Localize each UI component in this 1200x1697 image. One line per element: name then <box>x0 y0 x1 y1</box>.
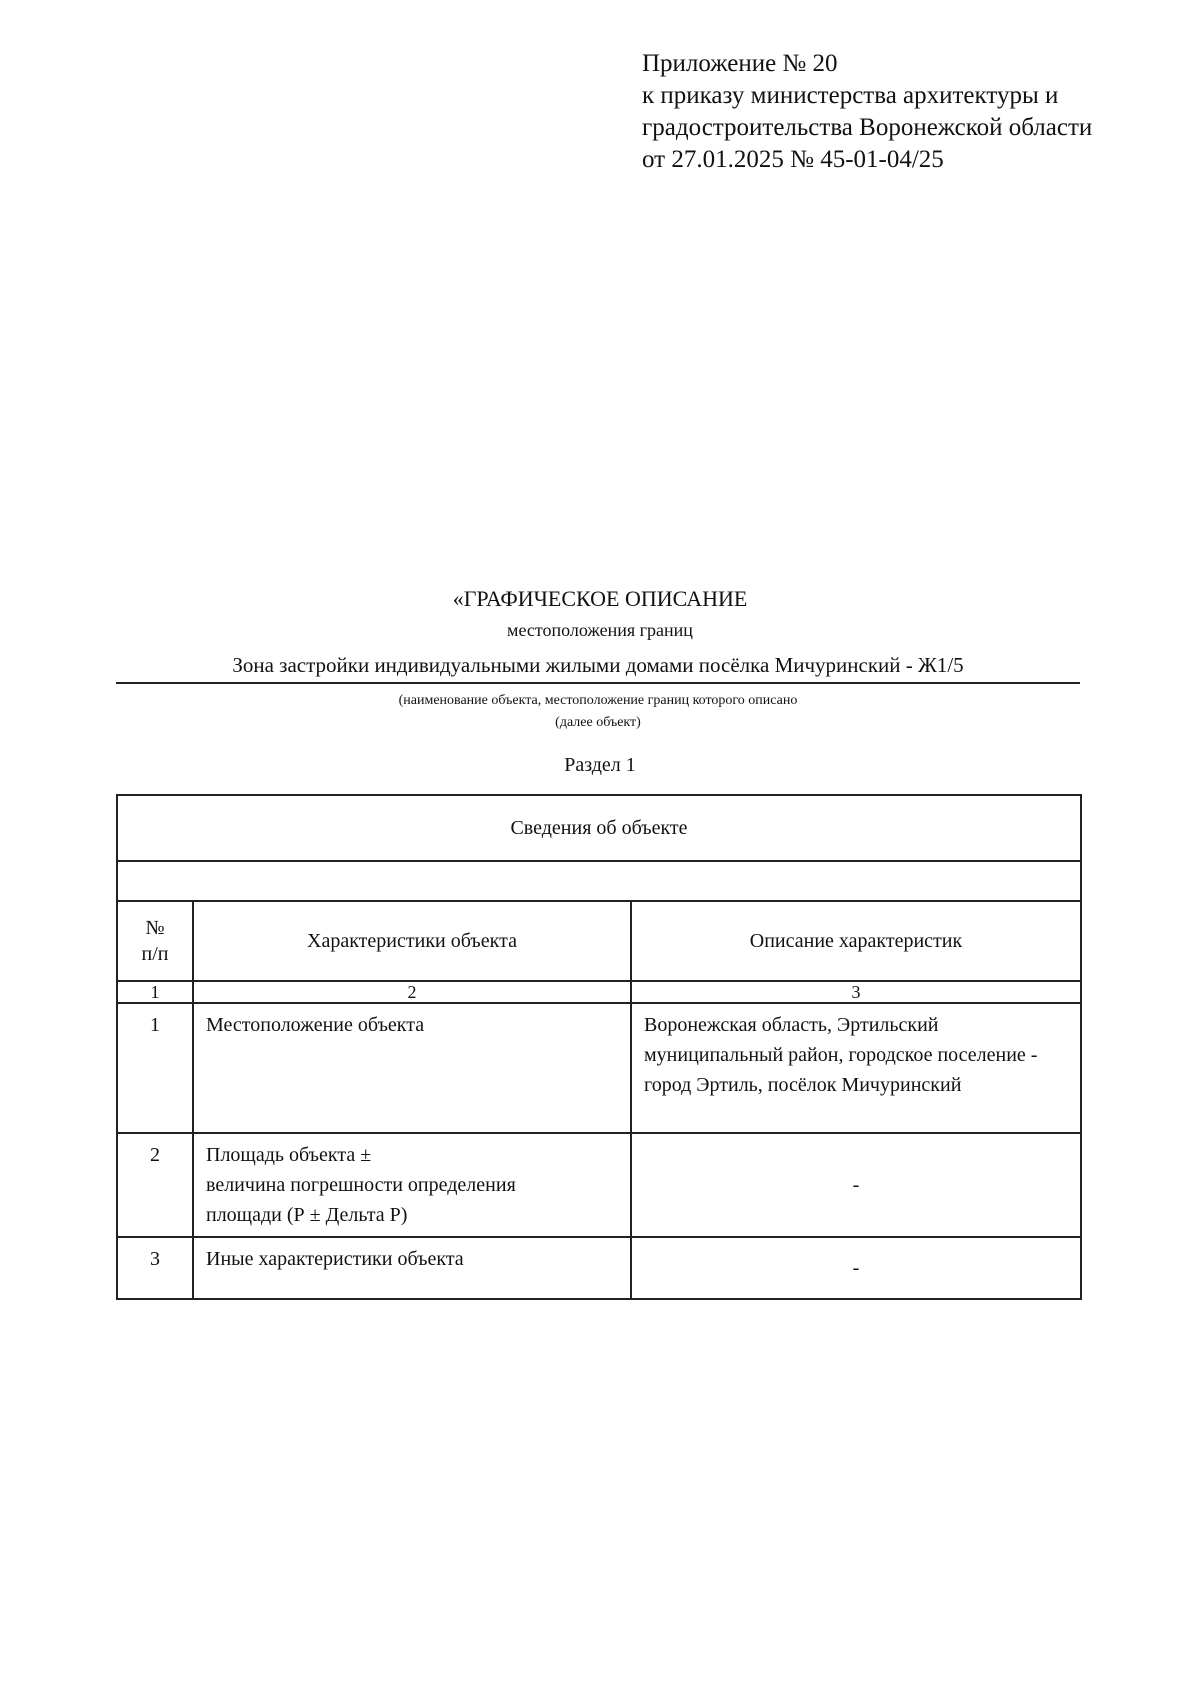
object-info-table <box>116 794 1082 1300</box>
appendix-line: Приложение № 20 <box>642 50 838 77</box>
table-row <box>117 1133 1081 1237</box>
column-number: 3 <box>631 981 1081 1003</box>
row-number: 3 <box>117 1237 193 1299</box>
table-column-headers <box>117 901 1081 981</box>
object-name-note <box>116 690 1080 734</box>
column-header-description: Описание характеристик <box>631 901 1081 981</box>
table-row <box>117 1237 1081 1299</box>
appendix-line: градостроительства Воронежской области <box>642 114 1093 141</box>
column-number: 2 <box>193 981 631 1003</box>
row-number: 2 <box>117 1133 193 1237</box>
column-header-number: № п/п <box>117 901 193 981</box>
object-note-line: (далее объект) <box>555 715 641 730</box>
row-number: 1 <box>117 1003 193 1133</box>
table-header: Сведения об объекте <box>117 795 1081 861</box>
appendix-line: от 27.01.2025 № 45-01-04/25 <box>642 146 944 173</box>
row-characteristic: Иные характеристики объекта <box>193 1237 631 1299</box>
row-description: - <box>631 1133 1081 1237</box>
row-characteristic: Местоположение объекта <box>193 1003 631 1133</box>
document-title: «ГРАФИЧЕСКОЕ ОПИСАНИЕ <box>452 586 748 611</box>
column-header-characteristics: Характеристики объекта <box>193 901 631 981</box>
row-characteristic: Площадь объекта ± величина погрешности определения площади (Р ± Дельта Р) <box>193 1133 631 1237</box>
document-subtitle: местоположения границ <box>507 620 693 640</box>
table-blank-row <box>117 861 1081 901</box>
section-label: Раздел 1 <box>564 754 636 776</box>
row-description: - <box>631 1237 1081 1299</box>
appendix-header <box>642 48 1092 176</box>
object-name: Зона застройки индивидуальными жилыми домами посёлка Мичуринский - Ж1/5 <box>116 650 1080 684</box>
column-numbers-row <box>117 981 1081 1003</box>
column-number: 1 <box>117 981 193 1003</box>
table-row <box>117 1003 1081 1133</box>
row-description: Воронежская область, Эртильский муниципальный район, городское поселение - город Эртиль, посёлок Мичуринский <box>631 1003 1081 1133</box>
appendix-line: к приказу министерства архитектуры и <box>642 82 1059 109</box>
object-note-line: (наименование объекта, местоположение границ которого описано <box>398 693 798 708</box>
